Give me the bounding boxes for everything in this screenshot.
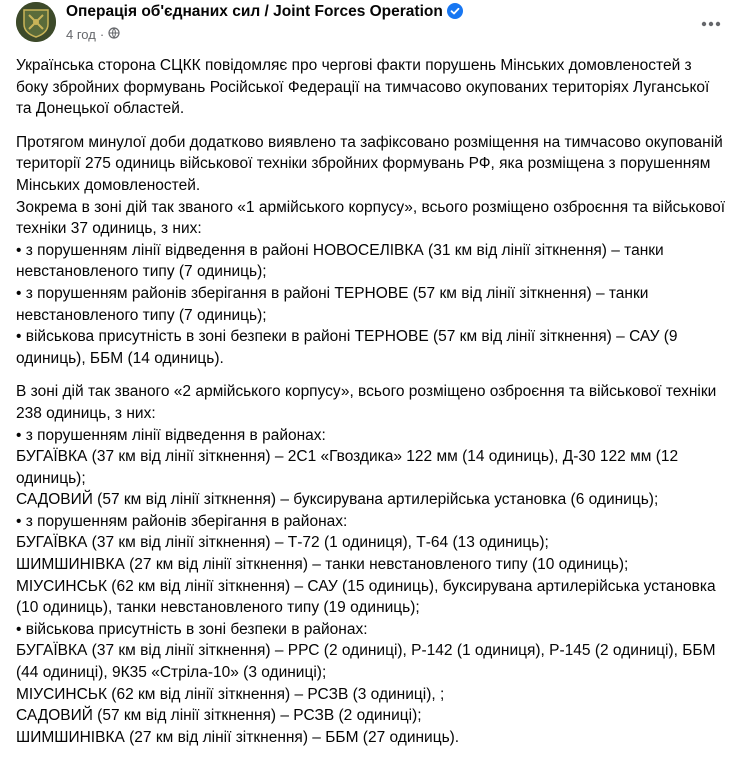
post-header: [16, 0, 729, 58]
post-paragraph-3: В зоні дій так званого «2 армійського корпусу», всього розміщено озброєння та військової техніки 238 одиниць, з них: • з порушенням лінії відведення в районах: БУГАЇВКА (37 км від лінії зіткнення) – 2С1 «Гвоздика» 122 мм (14 одиниць), Д-30 122 мм (12 одиниць); САДОВИЙ (57 км від лінії зіткнення) – буксирувана артилерійська установка (6 одиниць); • з порушенням районів зберігання в районах: БУГАЇВКА (37 км від лінії зіткнення) – Т-72 (1 одиниця), Т-64 (13 одиниць); ШИМШИНІВКА (27 км від лінії зіткнення) – танки невстановленого типу (10 одиниць); МІУСИНСЬК (62 км від лінії зіткнення) – САУ (15 одиниць), буксирувана артилерійська установка (10 одиниць), танки невстановленого типу (19 одиниць); • військова присутність в зоні безпеки в районах: БУГАЇВКА (37 км від лінії зіткнення) – РРС (2 одиниці), Р-142 (1 одиниця), Р-145 (2 одиниці), ББМ (44 одиниці), 9К35 «Стріла-10» (3 одиниці); МІУСИНСЬК (62 км від лінії зіткнення) – РСЗВ (3 одиниці), ; САДОВИЙ (57 км від лінії зіткнення) – РСЗВ (2 одиниці); ШИМШИНІВКА (27 км від лінії зіткнення) – ББМ (27 одиниць).: [16, 383, 717, 746]
page-name-text: Операція об'єднаних сил / Joint Forces Operation: [66, 3, 443, 20]
verified-badge-icon: [447, 3, 463, 24]
page-name-link[interactable]: [66, 3, 463, 24]
page-avatar[interactable]: [16, 2, 56, 42]
post-timestamp[interactable]: 4 год: [66, 27, 96, 42]
meta-separator: ·: [99, 27, 105, 42]
more-options-button[interactable]: [693, 6, 729, 42]
military-emblem-icon: [16, 2, 56, 42]
more-dots-icon: [701, 21, 721, 27]
post-body: [16, 55, 728, 760]
post-paragraph-1: Українська сторона СЦКК повідомляє про чергові факти порушень Мінських домовленостей з боку збройних формувань Російської Федерації на тимчасово окупованих територіях Луганської та Донецької областей.: [16, 57, 710, 118]
globe-icon: [108, 27, 120, 42]
post-meta: [66, 27, 120, 42]
post-paragraph-2: Протягом минулої доби додатково виявлено та зафіксовано розміщення на тимчасово окупованій території 275 одиниць військової техніки збройних формувань РФ, яка розміщена з порушенням Мінських домовленостей. Зокрема в зоні дій так званого «1 армійського корпусу», всього розміщено озброєння та військової техніки 37 одиниць, з них: • з порушенням лінії відведення в районі НОВОСЕЛІВКА (31 км від лінії зіткнення) – танки невстановленого типу (7 одиниць); • з порушенням районів зберігання в районі ТЕРНОВЕ (57 км від лінії зіткнення) – танки невстановленого типу (7 одиниць); • військова присутність в зоні безпеки в районі ТЕРНОВЕ (57 км від лінії зіткнення) – САУ (9 одиниць), ББМ (14 одиниць).: [16, 133, 726, 367]
